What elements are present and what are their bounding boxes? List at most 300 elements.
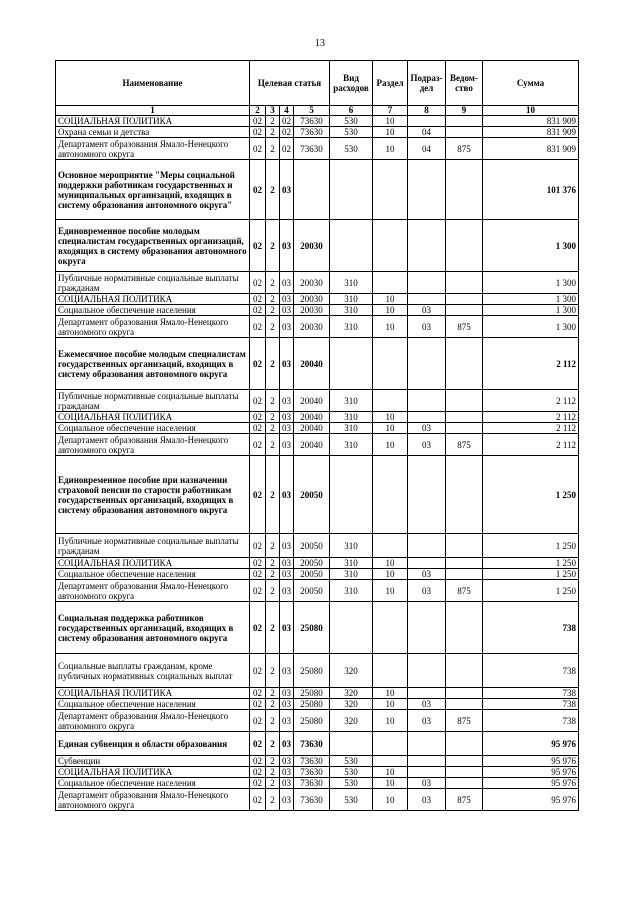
cell-name: Единая субвенция в области образования xyxy=(56,732,250,756)
cell-section: 10 xyxy=(373,558,408,569)
cell-section xyxy=(373,602,408,654)
cell-direction: 25080 xyxy=(294,688,330,699)
cell-department xyxy=(446,732,483,756)
cell-direction: 20040 xyxy=(294,423,330,434)
cell-program: 02 xyxy=(250,710,266,732)
cell-department xyxy=(446,390,483,412)
cell-direction: 25080 xyxy=(294,710,330,732)
cell-amount: 2 112 xyxy=(483,434,579,456)
cell-subprogram: 2 xyxy=(266,305,280,316)
table-row xyxy=(56,602,579,654)
table-row xyxy=(56,138,579,160)
column-number: 9 xyxy=(446,106,483,116)
cell-name: Департамент образования Ямало-Ненецкого автономного округа xyxy=(56,434,250,456)
cell-activity: 03 xyxy=(280,390,294,412)
cell-direction: 20050 xyxy=(294,569,330,580)
cell-subsection xyxy=(408,688,446,699)
table-row xyxy=(56,390,579,412)
cell-amount: 95 976 xyxy=(483,756,579,767)
cell-section: 10 xyxy=(373,569,408,580)
cell-direction: 20030 xyxy=(294,305,330,316)
cell-name: Социальное обеспечение населения xyxy=(56,699,250,710)
column-number: 7 xyxy=(373,106,408,116)
cell-expense-type: 320 xyxy=(330,654,373,688)
cell-direction: 20040 xyxy=(294,412,330,423)
cell-expense-type: 530 xyxy=(330,756,373,767)
table-row xyxy=(56,580,579,602)
cell-amount: 831 909 xyxy=(483,127,579,138)
table-row xyxy=(56,534,579,558)
cell-name: СОЦИАЛЬНАЯ ПОЛИТИКА xyxy=(56,558,250,569)
cell-program: 02 xyxy=(250,558,266,569)
cell-program: 02 xyxy=(250,316,266,338)
cell-name: Департамент образования Ямало-Ненецкого автономного округа xyxy=(56,710,250,732)
cell-section: 10 xyxy=(373,138,408,160)
cell-activity: 03 xyxy=(280,534,294,558)
cell-activity: 03 xyxy=(280,272,294,294)
cell-subsection xyxy=(408,456,446,534)
cell-subprogram: 2 xyxy=(266,272,280,294)
cell-expense-type xyxy=(330,338,373,390)
cell-section xyxy=(373,534,408,558)
cell-program: 02 xyxy=(250,756,266,767)
cell-section xyxy=(373,220,408,272)
cell-amount: 831 909 xyxy=(483,116,579,127)
cell-expense-type: 310 xyxy=(330,412,373,423)
cell-subsection xyxy=(408,534,446,558)
cell-subsection xyxy=(408,756,446,767)
cell-amount: 738 xyxy=(483,699,579,710)
cell-department xyxy=(446,456,483,534)
header-expense-type: Вид расходов xyxy=(330,61,373,106)
header-subsection: Подраз-дел xyxy=(408,61,446,106)
cell-activity: 02 xyxy=(280,116,294,127)
cell-department xyxy=(446,116,483,127)
cell-expense-type: 530 xyxy=(330,116,373,127)
cell-activity: 03 xyxy=(280,767,294,778)
cell-program: 02 xyxy=(250,688,266,699)
table-row xyxy=(56,220,579,272)
cell-program: 02 xyxy=(250,423,266,434)
cell-section: 10 xyxy=(373,305,408,316)
cell-direction: 25080 xyxy=(294,602,330,654)
cell-subprogram: 2 xyxy=(266,316,280,338)
cell-subprogram: 2 xyxy=(266,116,280,127)
cell-subprogram: 2 xyxy=(266,434,280,456)
cell-subsection: 03 xyxy=(408,778,446,789)
cell-program: 02 xyxy=(250,138,266,160)
cell-subsection: 03 xyxy=(408,789,446,811)
cell-department xyxy=(446,412,483,423)
cell-section: 10 xyxy=(373,767,408,778)
cell-direction: 73630 xyxy=(294,767,330,778)
table-row xyxy=(56,558,579,569)
cell-section xyxy=(373,756,408,767)
cell-section xyxy=(373,732,408,756)
cell-subsection xyxy=(408,654,446,688)
cell-subsection: 03 xyxy=(408,434,446,456)
column-number: 8 xyxy=(408,106,446,116)
cell-subsection: 03 xyxy=(408,699,446,710)
cell-direction: 20030 xyxy=(294,316,330,338)
cell-activity: 03 xyxy=(280,305,294,316)
cell-subsection xyxy=(408,160,446,220)
cell-program: 02 xyxy=(250,294,266,305)
cell-subsection: 04 xyxy=(408,138,446,160)
cell-subprogram: 2 xyxy=(266,767,280,778)
table-row xyxy=(56,316,579,338)
cell-name: Социальные выплаты гражданам, кроме публичных нормативных социальных выплат xyxy=(56,654,250,688)
cell-activity: 03 xyxy=(280,569,294,580)
cell-section: 10 xyxy=(373,778,408,789)
cell-direction: 73630 xyxy=(294,732,330,756)
cell-section: 10 xyxy=(373,434,408,456)
cell-activity: 03 xyxy=(280,732,294,756)
cell-amount: 101 376 xyxy=(483,160,579,220)
cell-subprogram: 2 xyxy=(266,558,280,569)
cell-amount: 1 300 xyxy=(483,294,579,305)
cell-section: 10 xyxy=(373,789,408,811)
cell-program: 02 xyxy=(250,160,266,220)
cell-direction: 20040 xyxy=(294,434,330,456)
cell-name: Ежемесячное пособие молодым специалистам государственных организаций, входящих в систему образования автономного округа xyxy=(56,338,250,390)
cell-section xyxy=(373,390,408,412)
cell-program: 02 xyxy=(250,654,266,688)
cell-section xyxy=(373,160,408,220)
cell-department xyxy=(446,534,483,558)
cell-subprogram: 2 xyxy=(266,220,280,272)
cell-subprogram: 2 xyxy=(266,423,280,434)
cell-activity: 02 xyxy=(280,138,294,160)
cell-direction: 73630 xyxy=(294,116,330,127)
cell-expense-type: 310 xyxy=(330,390,373,412)
cell-department xyxy=(446,305,483,316)
cell-program: 02 xyxy=(250,534,266,558)
cell-activity: 03 xyxy=(280,294,294,305)
cell-expense-type: 530 xyxy=(330,767,373,778)
cell-expense-type xyxy=(330,732,373,756)
cell-direction: 20040 xyxy=(294,338,330,390)
table-row xyxy=(56,272,579,294)
table-row xyxy=(56,732,579,756)
cell-amount: 2 112 xyxy=(483,423,579,434)
cell-activity: 03 xyxy=(280,412,294,423)
cell-subsection: 03 xyxy=(408,569,446,580)
cell-subprogram: 2 xyxy=(266,569,280,580)
cell-subsection xyxy=(408,767,446,778)
cell-subprogram: 2 xyxy=(266,778,280,789)
cell-department xyxy=(446,220,483,272)
cell-direction xyxy=(294,160,330,220)
cell-expense-type: 310 xyxy=(330,569,373,580)
cell-program: 02 xyxy=(250,732,266,756)
cell-name: Социальное обеспечение населения xyxy=(56,778,250,789)
cell-subprogram: 2 xyxy=(266,294,280,305)
cell-program: 02 xyxy=(250,412,266,423)
cell-expense-type: 310 xyxy=(330,294,373,305)
cell-subprogram: 2 xyxy=(266,138,280,160)
cell-direction: 20030 xyxy=(294,272,330,294)
cell-section: 10 xyxy=(373,294,408,305)
cell-amount: 1 250 xyxy=(483,534,579,558)
cell-activity: 03 xyxy=(280,688,294,699)
cell-expense-type xyxy=(330,220,373,272)
table-row xyxy=(56,756,579,767)
cell-activity: 03 xyxy=(280,423,294,434)
cell-section xyxy=(373,338,408,390)
cell-subsection: 04 xyxy=(408,127,446,138)
cell-subprogram: 2 xyxy=(266,756,280,767)
cell-direction: 20030 xyxy=(294,294,330,305)
cell-expense-type: 310 xyxy=(330,305,373,316)
cell-subprogram: 2 xyxy=(266,699,280,710)
table-row xyxy=(56,688,579,699)
cell-program: 02 xyxy=(250,778,266,789)
cell-expense-type xyxy=(330,602,373,654)
cell-amount: 738 xyxy=(483,688,579,699)
cell-name: Департамент образования Ямало-Ненецкого автономного округа xyxy=(56,580,250,602)
cell-department xyxy=(446,272,483,294)
cell-direction: 73630 xyxy=(294,778,330,789)
cell-program: 02 xyxy=(250,767,266,778)
cell-direction: 20050 xyxy=(294,580,330,602)
cell-expense-type: 530 xyxy=(330,789,373,811)
cell-direction: 73630 xyxy=(294,138,330,160)
cell-subsection xyxy=(408,272,446,294)
budget-table xyxy=(55,60,579,811)
cell-expense-type: 320 xyxy=(330,688,373,699)
cell-department xyxy=(446,654,483,688)
cell-subsection xyxy=(408,732,446,756)
cell-expense-type: 310 xyxy=(330,580,373,602)
cell-activity: 03 xyxy=(280,789,294,811)
header-name: Наименование xyxy=(56,61,250,106)
cell-amount: 738 xyxy=(483,654,579,688)
cell-activity: 03 xyxy=(280,558,294,569)
cell-subsection: 03 xyxy=(408,710,446,732)
column-number: 5 xyxy=(294,106,330,116)
cell-activity: 03 xyxy=(280,778,294,789)
header-department: Ведом-ство xyxy=(446,61,483,106)
table-row xyxy=(56,778,579,789)
cell-department xyxy=(446,569,483,580)
cell-name: СОЦИАЛЬНАЯ ПОЛИТИКА xyxy=(56,688,250,699)
cell-section xyxy=(373,456,408,534)
cell-amount: 738 xyxy=(483,710,579,732)
cell-activity: 02 xyxy=(280,127,294,138)
cell-section: 10 xyxy=(373,710,408,732)
cell-name: Единовременное пособие при назначении страховой пенсии по старости работникам государственных организаций, входящих в систему образования автономного округа xyxy=(56,456,250,534)
cell-department xyxy=(446,338,483,390)
cell-amount: 95 976 xyxy=(483,767,579,778)
cell-subsection xyxy=(408,558,446,569)
cell-subsection: 03 xyxy=(408,305,446,316)
cell-subprogram: 2 xyxy=(266,654,280,688)
table-row xyxy=(56,569,579,580)
cell-direction: 20050 xyxy=(294,456,330,534)
column-number: 3 xyxy=(266,106,280,116)
cell-department: 875 xyxy=(446,580,483,602)
cell-subsection: 03 xyxy=(408,423,446,434)
header-section: Раздел xyxy=(373,61,408,106)
cell-department: 875 xyxy=(446,316,483,338)
cell-name: Департамент образования Ямало-Ненецкого автономного округа xyxy=(56,789,250,811)
cell-subprogram: 2 xyxy=(266,580,280,602)
cell-department xyxy=(446,756,483,767)
cell-department xyxy=(446,558,483,569)
cell-direction: 73630 xyxy=(294,789,330,811)
cell-subprogram: 2 xyxy=(266,160,280,220)
cell-amount: 1 300 xyxy=(483,316,579,338)
cell-name: Охрана семьи и детства xyxy=(56,127,250,138)
cell-subprogram: 2 xyxy=(266,127,280,138)
cell-direction: 73630 xyxy=(294,756,330,767)
column-number: 6 xyxy=(330,106,373,116)
cell-amount: 1 250 xyxy=(483,580,579,602)
cell-expense-type xyxy=(330,160,373,220)
column-number-row xyxy=(56,106,579,116)
cell-subprogram: 2 xyxy=(266,789,280,811)
cell-subsection xyxy=(408,602,446,654)
table-row xyxy=(56,699,579,710)
cell-expense-type: 310 xyxy=(330,316,373,338)
cell-subprogram: 2 xyxy=(266,602,280,654)
cell-section: 10 xyxy=(373,580,408,602)
cell-activity: 03 xyxy=(280,338,294,390)
cell-direction: 73630 xyxy=(294,127,330,138)
cell-amount: 1 300 xyxy=(483,272,579,294)
cell-expense-type: 310 xyxy=(330,558,373,569)
cell-section: 10 xyxy=(373,127,408,138)
page-number: 13 xyxy=(315,38,325,49)
column-number: 4 xyxy=(280,106,294,116)
cell-name: Департамент образования Ямало-Ненецкого автономного округа xyxy=(56,316,250,338)
table-row xyxy=(56,434,579,456)
cell-department xyxy=(446,778,483,789)
cell-name: СОЦИАЛЬНАЯ ПОЛИТИКА xyxy=(56,412,250,423)
cell-program: 02 xyxy=(250,127,266,138)
cell-program: 02 xyxy=(250,434,266,456)
cell-name: Публичные нормативные социальные выплаты гражданам xyxy=(56,534,250,558)
column-number: 10 xyxy=(483,106,579,116)
cell-section: 10 xyxy=(373,423,408,434)
cell-section xyxy=(373,272,408,294)
cell-section: 10 xyxy=(373,316,408,338)
table-row xyxy=(56,654,579,688)
cell-section: 10 xyxy=(373,116,408,127)
cell-name: Социальное обеспечение населения xyxy=(56,423,250,434)
cell-expense-type: 320 xyxy=(330,710,373,732)
table-row xyxy=(56,423,579,434)
cell-program: 02 xyxy=(250,456,266,534)
cell-activity: 03 xyxy=(280,756,294,767)
cell-direction: 25080 xyxy=(294,654,330,688)
cell-subsection xyxy=(408,338,446,390)
cell-program: 02 xyxy=(250,699,266,710)
cell-amount: 1 250 xyxy=(483,558,579,569)
cell-department xyxy=(446,423,483,434)
table-row xyxy=(56,456,579,534)
cell-amount: 95 976 xyxy=(483,778,579,789)
cell-amount: 831 909 xyxy=(483,138,579,160)
header-target-article: Целевая статья xyxy=(250,61,330,106)
cell-amount: 1 250 xyxy=(483,569,579,580)
column-number: 2 xyxy=(250,106,266,116)
cell-name: Департамент образования Ямало-Ненецкого автономного округа xyxy=(56,138,250,160)
cell-department: 875 xyxy=(446,138,483,160)
cell-program: 02 xyxy=(250,602,266,654)
cell-activity: 03 xyxy=(280,602,294,654)
cell-activity: 03 xyxy=(280,316,294,338)
cell-subsection xyxy=(408,294,446,305)
cell-direction: 20030 xyxy=(294,220,330,272)
header-amount: Сумма xyxy=(483,61,579,106)
cell-subprogram: 2 xyxy=(266,688,280,699)
header-row xyxy=(56,61,579,106)
cell-subprogram: 2 xyxy=(266,412,280,423)
cell-subsection xyxy=(408,412,446,423)
cell-subprogram: 2 xyxy=(266,534,280,558)
cell-program: 02 xyxy=(250,220,266,272)
cell-amount: 1 300 xyxy=(483,305,579,316)
cell-department xyxy=(446,294,483,305)
cell-name: Публичные нормативные социальные выплаты гражданам xyxy=(56,390,250,412)
cell-program: 02 xyxy=(250,272,266,294)
cell-expense-type: 310 xyxy=(330,534,373,558)
cell-activity: 03 xyxy=(280,699,294,710)
cell-name: Социальное обеспечение населения xyxy=(56,305,250,316)
cell-name: СОЦИАЛЬНАЯ ПОЛИТИКА xyxy=(56,767,250,778)
cell-department xyxy=(446,127,483,138)
cell-department xyxy=(446,688,483,699)
cell-department: 875 xyxy=(446,434,483,456)
cell-amount: 2 112 xyxy=(483,390,579,412)
table-row xyxy=(56,412,579,423)
cell-expense-type: 530 xyxy=(330,138,373,160)
cell-subsection xyxy=(408,390,446,412)
cell-program: 02 xyxy=(250,116,266,127)
cell-program: 02 xyxy=(250,789,266,811)
table-row xyxy=(56,789,579,811)
table-row xyxy=(56,305,579,316)
cell-amount: 738 xyxy=(483,602,579,654)
cell-department: 875 xyxy=(446,789,483,811)
table-row xyxy=(56,767,579,778)
table-row xyxy=(56,338,579,390)
table-row xyxy=(56,160,579,220)
cell-department: 875 xyxy=(446,710,483,732)
cell-activity: 03 xyxy=(280,456,294,534)
cell-subprogram: 2 xyxy=(266,710,280,732)
cell-expense-type: 320 xyxy=(330,699,373,710)
cell-name: СОЦИАЛЬНАЯ ПОЛИТИКА xyxy=(56,294,250,305)
cell-department xyxy=(446,767,483,778)
cell-direction: 20040 xyxy=(294,390,330,412)
cell-department xyxy=(446,699,483,710)
table-row xyxy=(56,710,579,732)
cell-expense-type: 310 xyxy=(330,434,373,456)
cell-program: 02 xyxy=(250,569,266,580)
cell-expense-type: 530 xyxy=(330,778,373,789)
cell-section: 10 xyxy=(373,699,408,710)
cell-name: Единовременное пособие молодым специалистам государственных организаций, входящих в систему образования автономного округа xyxy=(56,220,250,272)
cell-activity: 03 xyxy=(280,220,294,272)
cell-program: 02 xyxy=(250,390,266,412)
cell-expense-type xyxy=(330,456,373,534)
cell-department xyxy=(446,160,483,220)
cell-direction: 20050 xyxy=(294,534,330,558)
cell-subsection: 03 xyxy=(408,316,446,338)
